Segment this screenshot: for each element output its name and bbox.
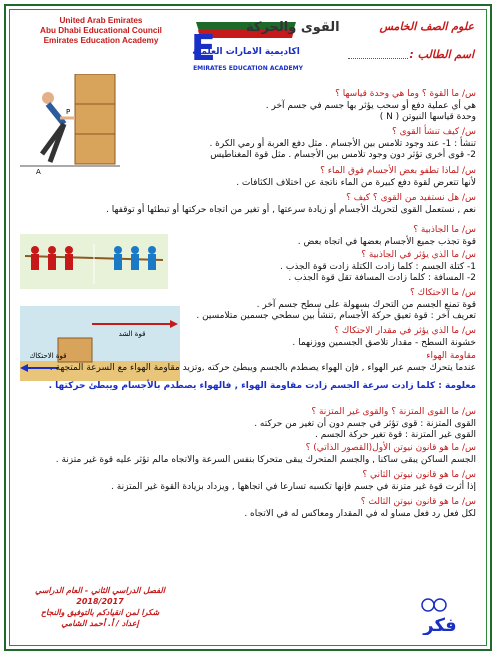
friction-force-label: قوة الاحتكاك bbox=[29, 352, 67, 360]
answer-line: لكل فعل رد فعل مساو له في المقدار ومعاكس له في الاتجاه . bbox=[244, 508, 476, 519]
label-a: A bbox=[36, 168, 41, 176]
answer-line: إذا أثرت قوة غير متزنة في جسم فإنها تكسبه تسارعا في اتجاهها , ويزداد بزيادة القوة غير المتزنة . bbox=[111, 481, 476, 492]
header-en-line-2: Abu Dhabi Educational Council bbox=[40, 26, 162, 35]
think-logo bbox=[410, 595, 470, 635]
logo-letter-e: E bbox=[191, 28, 216, 69]
question-text: مقاومة الهواء bbox=[426, 351, 476, 361]
question-block bbox=[16, 407, 476, 442]
question-block bbox=[16, 351, 476, 374]
question-text: س/ ما الجاذبية ؟ bbox=[413, 225, 476, 235]
answer-line: لأنها تتعرض لقوة دفع كبيرة من الماء ناتجة عن اختلاف الكثافات . bbox=[236, 177, 476, 188]
logo-arabic: اكاديمية الامارات العلمية bbox=[192, 47, 300, 57]
answer-line: الجسم الساكن يبقى ساكنا , والجسم المتحرك يبقى متحركا بنفس السرعة والاتجاه مالم تؤثر عليه قوة غير متزنة . bbox=[55, 454, 476, 465]
question-block bbox=[16, 443, 476, 466]
header-en-line-1: United Arab Emirates bbox=[59, 16, 143, 25]
question-block bbox=[56, 326, 476, 349]
answer-line: القوى غير المتزنة : قوة تغير حركة الجسم . bbox=[314, 430, 476, 440]
question-text: س/ ما هو قانون نيوتن الأول(القصور الذاتي) ؟ bbox=[305, 443, 476, 453]
footer-line-2: شكرا لمن انقيادكم بالتوفيق والنجاح bbox=[40, 608, 160, 617]
footer-line-3: إعداد / أ. أحمد الشامي bbox=[61, 619, 139, 628]
question-text: س/ ما هو قانون نيوتن الثاني ؟ bbox=[362, 470, 476, 480]
logo-english: EMIRATES EDUCATION ACADEMY bbox=[193, 65, 303, 72]
question-block bbox=[56, 225, 476, 248]
answer-line: 2- قوى أخرى تؤثر دون وجود تلامس بين الأجسام . مثل قوة المغناطيس bbox=[210, 150, 476, 160]
answer-line: عندما يتحرك جسم عبر الهواء , فإن الهواء يصطدم بالجسم ويبطئ حركته ,وتزيد مقاومة الهواء مع السرعة المتجهة . bbox=[49, 362, 476, 373]
answer-line: وحدة قياسها النيوتن ( N ) bbox=[379, 112, 476, 122]
answer-line: قوة تجذب جميع الأجسام بعضها في اتجاه بعض . bbox=[297, 236, 476, 247]
answer-line: نعم , نستعمل القوى لتحريك الأجسام أو زيادة سرعتها , أو تغير من اتجاه حركتها أو تبطئها أو توقفها . bbox=[106, 204, 476, 215]
student-name-label: اسم الطالب : bbox=[409, 48, 474, 61]
answer-line: 2- المسافة : كلما زادت المسافة تقل قوة الجذب . bbox=[288, 273, 476, 283]
question-text: س/ ما هو قانون نيوتن الثالث ؟ bbox=[360, 497, 476, 507]
answer-line: هي أي عملية دفع أو سحب يؤثر بها جسم في جسم آخر . bbox=[265, 100, 476, 111]
answer-line: 1- كتلة الجسم : كلما زادت الكتلة زادت قوة الجذب . bbox=[280, 261, 476, 272]
answer-line: تنشأ : 1- عند وجود تلامس بين الأجسام . مثل دفع العربة أو رمي الكرة . bbox=[209, 138, 476, 149]
question-block bbox=[136, 288, 476, 323]
student-name-line bbox=[348, 58, 408, 59]
header-en-line-3: Emirates Education Academy bbox=[43, 36, 159, 45]
label-p: P bbox=[66, 108, 71, 116]
pull-force-label: قوة الشد bbox=[118, 330, 146, 338]
grade-title: علوم الصف الخامس bbox=[379, 20, 474, 33]
worksheet-page bbox=[4, 4, 492, 651]
header-english bbox=[16, 16, 186, 46]
answer-line: قوة تمنع الجسم من التحرك بسهولة على سطح جسم آخر . bbox=[256, 299, 476, 310]
info-highlight: معلومة : كلما زادت سرعة الجسم زادت مقاومة الهواء , فالهواء يصطدم بالأجسام ويبطئ حركتها . bbox=[48, 381, 476, 391]
question-block bbox=[16, 470, 476, 493]
question-text: س/ كيف تنشأ القوى ؟ bbox=[391, 127, 476, 137]
question-text: س/ ما الذي يؤثر في الجاذبية ؟ bbox=[361, 250, 476, 260]
question-block bbox=[56, 193, 476, 216]
footer-line-1: الفصل الدراسي الثاني - العام الدراسي 2018/2017 bbox=[35, 586, 165, 606]
question-block bbox=[16, 497, 476, 520]
question-text: س/ ما الذي يؤثر في مقدار الاحتكاك ؟ bbox=[334, 326, 476, 336]
question-block bbox=[136, 127, 476, 162]
question-text: س/ ما الاحتكاك ؟ bbox=[410, 288, 476, 298]
footer-info bbox=[20, 585, 180, 629]
answer-line: خشونة السطح - مقدار تلاصق الجسمين ووزنهما . bbox=[292, 337, 476, 348]
question-text: س/ ما القوى المتزنة ؟ والقوى غير المتزنة ؟ bbox=[311, 407, 476, 417]
answer-line: القوى المتزنة : قوى تؤثر في جسم دون أن تغير من حركته . bbox=[254, 418, 476, 429]
question-text: س/ لماذا تطفو بعض الأجسام فوق الماء ؟ bbox=[320, 166, 476, 176]
subject-title: القوى والحركة bbox=[246, 20, 340, 35]
question-block bbox=[16, 381, 476, 393]
question-text: س/ ما القوة ؟ وما هي وحدة قياسها ؟ bbox=[335, 89, 476, 99]
answer-line: تعريف آخر : قوة تعيق حركة الأجسام ,تنشأ بين سطحي جسمين متلامسين . bbox=[196, 311, 476, 321]
question-block bbox=[56, 166, 476, 189]
question-block bbox=[136, 89, 476, 124]
think-logo-text: فكر bbox=[423, 615, 457, 635]
question-text: س/ هل نستفيد من القوى ؟ كيف ؟ bbox=[346, 193, 476, 203]
question-block bbox=[56, 250, 476, 285]
